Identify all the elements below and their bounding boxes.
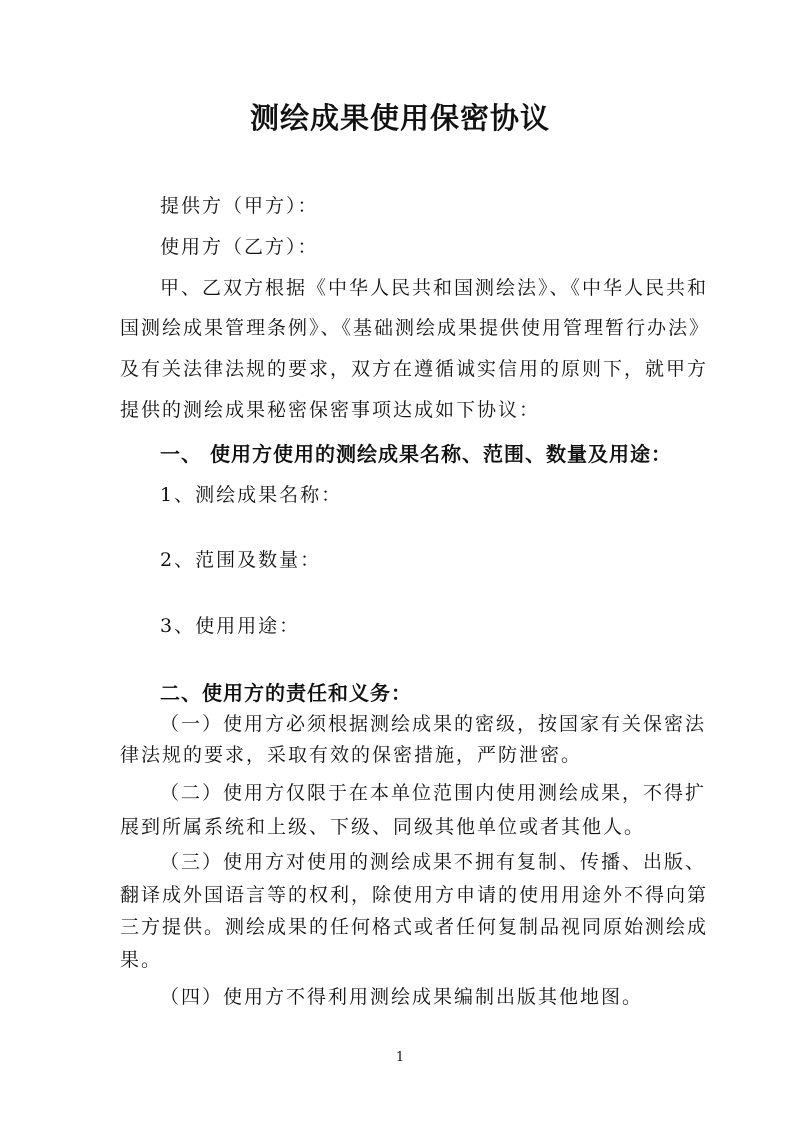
clause-line: 展到所属系统和上级、下级、同级其他单位或者其他人。 — [120, 816, 646, 838]
section1-item: 2、范围及数量： — [160, 549, 322, 571]
clause-line: 翻译成外国语言等的权利，除使用方申请的使用用途外不得向第 — [120, 884, 709, 906]
clause-line: 三方提供。测绘成果的任何格式或者任何复制品视同原始测绘成 — [120, 916, 709, 938]
section1-item: 3、使用用途： — [160, 615, 301, 637]
document-title: 测绘成果使用保密协议 — [249, 101, 550, 135]
clause-line: （二）使用方仅限于在本单位范围内使用测绘成果，不得扩 — [160, 782, 707, 804]
clause-line: 果。 — [120, 949, 163, 971]
page-number: 1 — [395, 1050, 405, 1065]
preamble-line: 甲、乙双方根据《中华人民共和国测绘法》、《中华人民共和 — [160, 277, 709, 299]
section1-item: 1、测绘成果名称： — [160, 484, 343, 506]
clause-line: （三）使用方对使用的测绘成果不拥有复制、传播、出版、 — [160, 851, 707, 873]
clause-line: 律法规的要求，采取有效的保密措施，严防泄密。 — [120, 744, 583, 766]
section1-heading: 一、 使用方使用的测绘成果名称、范围、数量及用途： — [160, 442, 672, 466]
clause-line: （一）使用方必须根据测绘成果的密级，按国家有关保密法 — [160, 713, 707, 735]
user-label: 使用方（乙方）： — [160, 236, 319, 258]
preamble-line: 国测绘成果管理条例》、《基础测绘成果提供使用管理暂行办法》 — [120, 317, 711, 339]
preamble-line: 及有关法律法规的要求，双方在遵循诚实信用的原则下，就甲方 — [120, 358, 709, 380]
preamble-line: 提供的测绘成果秘密保密事项达成如下协议： — [120, 399, 541, 421]
provider-label: 提供方（甲方）： — [160, 195, 319, 217]
clause-line: （四）使用方不得利用测绘成果编制出版其他地图。 — [160, 986, 644, 1008]
section2-heading: 二、使用方的责任和义务： — [160, 681, 412, 705]
